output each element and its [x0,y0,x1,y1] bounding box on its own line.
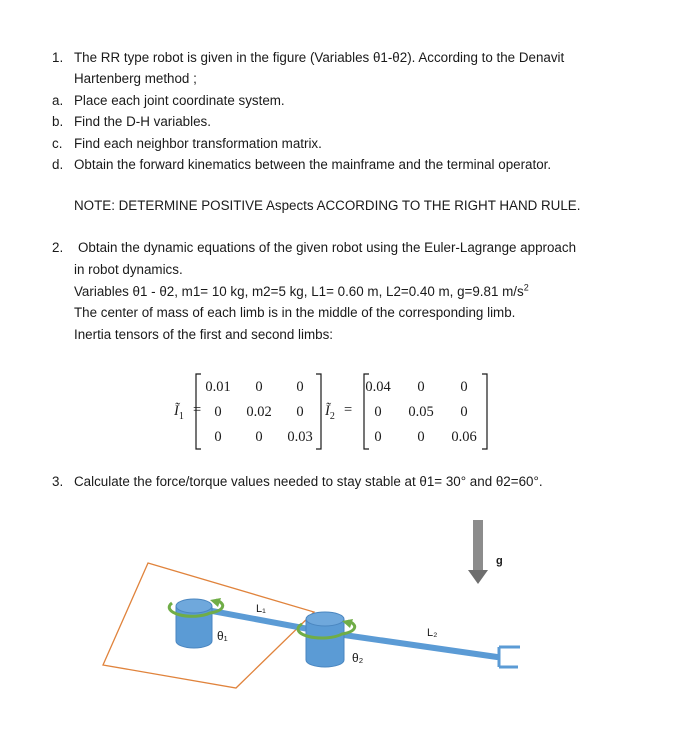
i2-cell: 0 [374,429,382,445]
joint-2-cylinder [306,612,344,667]
q3-text: Calculate the force/torque values needed to stay stable at θ1= 30° and θ2=60°. [74,474,543,489]
i1-label: $Ĩ_1$ [174,403,184,422]
i2-cell: 0 [460,404,468,420]
q1-marker: 1. [52,50,64,65]
i2-cell: 0 [374,404,382,420]
q1-item-c-marker: c. [52,136,63,151]
q1-item-c: Find each neighbor transformation matrix. [74,136,322,151]
i1-cell: 0 [296,404,304,420]
i2-equals: = [344,402,353,418]
q2-line3-sup: 2 [523,282,529,293]
i2-cell: 0 [417,429,425,445]
i1-cell: 0 [214,429,222,445]
i1-cell: 0 [255,429,263,445]
label-L1: L₁ [256,603,266,615]
q2-line4: The center of mass of each limb is in the middle of the corresponding limb. [74,305,516,320]
q1-note: NOTE: DETERMINE POSITIVE Aspects ACCORDING TO THE RIGHT HAND RULE. [74,198,581,213]
i2-cell: 0.05 [408,404,434,420]
q1-item-d-marker: d. [52,157,64,172]
i1-cell: 0 [296,379,304,395]
i1-equals: = [193,402,202,418]
q1-line1: The RR type robot is given in the figure (Variables θ1-θ2). According to the Denavit [74,50,565,65]
q1-item-b: Find the D-H variables. [74,114,211,129]
label-g: g [496,555,503,567]
i2-cell: 0 [417,379,425,395]
q3-marker: 3. [52,474,64,489]
i1-cell: 0 [214,404,222,420]
q2-line3-text: Variables θ1 - θ2, m1= 10 kg, m2=5 kg, L1= 0.60 m, L2=0.40 m, g=9.81 m/s [74,284,524,299]
q1-line2: Hartenberg method ; [74,71,197,86]
q1-item-a: Place each joint coordinate system. [74,93,285,108]
i2-label: $Ĩ_2$ [325,403,335,422]
i2-cell: 0 [460,379,468,395]
q2-line1: Obtain the dynamic equations of the given robot using the Euler-Lagrange approach [78,240,577,255]
q2-marker: 2. [52,240,64,255]
i1-cell: 0.02 [246,404,272,420]
q1-item-b-marker: b. [52,114,64,129]
gravity-arrow [468,520,488,584]
i2-cell: 0.04 [365,379,391,395]
gripper [499,647,520,667]
i1-cell: 0.03 [287,429,313,445]
q1-item-d: Obtain the forward kinematics between the mainframe and the terminal operator. [74,157,552,172]
q2-line2: in robot dynamics. [74,262,183,277]
label-theta1: θ₁ [217,629,228,643]
i1-cell: 0 [255,379,263,395]
label-theta2: θ₂ [352,651,364,665]
label-L2: L₂ [427,627,438,639]
q1-item-a-marker: a. [52,93,64,108]
i2-cell: 0.06 [451,429,477,445]
q2-line5: Inertia tensors of the first and second limbs: [74,327,334,342]
joint-1-cylinder [176,599,212,648]
i1-cell: 0.01 [205,379,231,395]
